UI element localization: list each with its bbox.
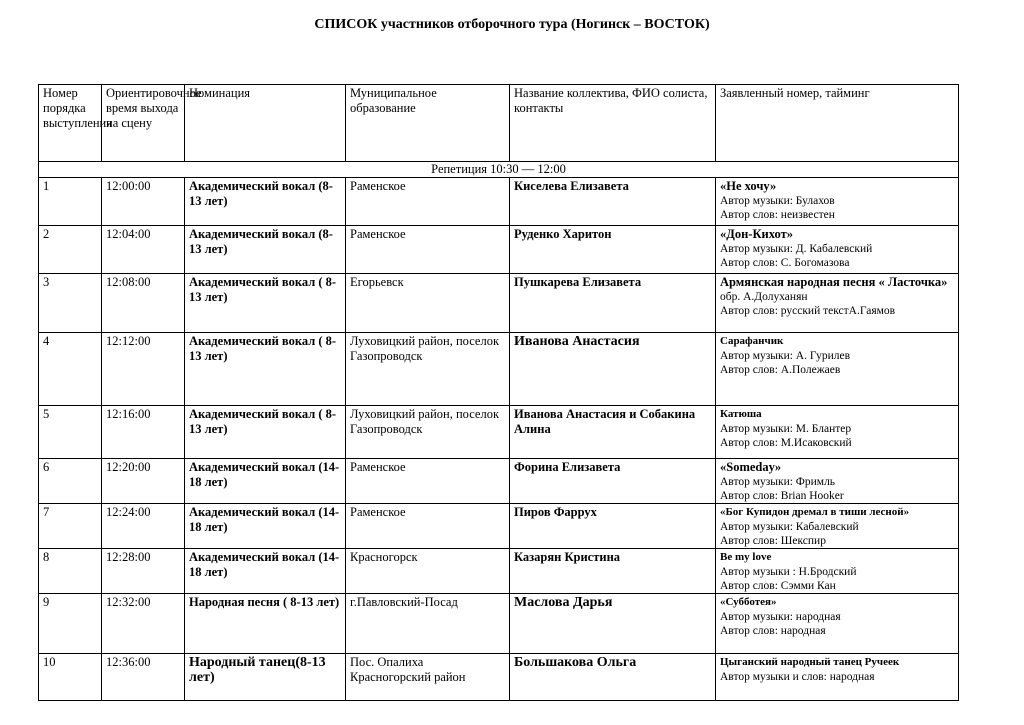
- cell-repertoire: [716, 178, 959, 226]
- song-title: «Дон-Кихот»: [720, 227, 793, 241]
- cell-time: 12:16:00: [102, 406, 185, 459]
- rehearsal-row: [39, 162, 959, 178]
- table-row: [39, 459, 959, 504]
- lyrics-credit: Автор слов: Brian Hooker: [720, 490, 844, 502]
- table-row: [39, 654, 959, 701]
- music-credit: Автор музыки: А. Гурилев: [720, 350, 850, 362]
- header-num: Номер порядка выступления: [39, 85, 102, 162]
- participants-table: [38, 84, 959, 701]
- music-credit: Автор музыки: М. Блантер: [720, 423, 852, 435]
- cell-municipality: Луховицкий район, поселок Газопроводск: [346, 406, 510, 459]
- header-nomination: Номинация: [185, 85, 346, 162]
- cell-repertoire: [716, 594, 959, 654]
- table-row: [39, 504, 959, 549]
- cell-name: Маслова Дарья: [510, 594, 716, 654]
- cell-num: 6: [39, 459, 102, 504]
- cell-time: 12:00:00: [102, 178, 185, 226]
- cell-municipality: Луховицкий район, поселок Газопроводск: [346, 333, 510, 406]
- song-title: «Субботея»: [720, 596, 777, 608]
- header-collective: Название коллектива, ФИО солиста, контакты: [510, 85, 716, 162]
- song-title: Армянская народная песня « Ласточка»: [720, 275, 948, 289]
- cell-time: 12:04:00: [102, 226, 185, 274]
- cell-time: 12:36:00: [102, 654, 185, 701]
- cell-municipality: Раменское: [346, 459, 510, 504]
- cell-nomination: Народная песня ( 8-13 лет): [185, 594, 346, 654]
- table-row: [39, 226, 959, 274]
- table-row: [39, 549, 959, 594]
- cell-time: 12:28:00: [102, 549, 185, 594]
- cell-repertoire: [716, 333, 959, 406]
- rehearsal-label: Репетиция 10:30 — 12:00: [39, 162, 959, 178]
- music-credit: Автор музыки: Фримль: [720, 476, 836, 488]
- cell-time: 12:08:00: [102, 274, 185, 333]
- table-header-row: [39, 85, 959, 162]
- cell-repertoire: [716, 504, 959, 549]
- cell-name: Пушкарева Елизавета: [510, 274, 716, 333]
- song-title: Be my love: [720, 551, 772, 563]
- song-title: Катюша: [720, 408, 762, 420]
- music-credit: Автор музыки: Кабалевский: [720, 521, 859, 533]
- cell-municipality: Раменское: [346, 226, 510, 274]
- song-title: Сарафанчик: [720, 335, 784, 347]
- cell-name: Киселева Елизавета: [510, 178, 716, 226]
- lyrics-credit: Автор слов: народная: [720, 625, 826, 637]
- cell-nomination: Академический вокал (14-18 лет): [185, 549, 346, 594]
- cell-num: 7: [39, 504, 102, 549]
- cell-repertoire: [716, 226, 959, 274]
- cell-municipality: Пос. Опалиха Красногорский район: [346, 654, 510, 701]
- lyrics-credit: Автор слов: Шекспир: [720, 535, 826, 547]
- cell-num: 10: [39, 654, 102, 701]
- header-repertoire: Заявленный номер, тайминг: [716, 85, 959, 162]
- cell-num: 2: [39, 226, 102, 274]
- cell-name: Форина Елизавета: [510, 459, 716, 504]
- header-municipality: Муниципальное образование: [346, 85, 510, 162]
- cell-municipality: Красногорск: [346, 549, 510, 594]
- cell-nomination: Академический вокал (14-18 лет): [185, 504, 346, 549]
- table-row: [39, 178, 959, 226]
- cell-num: 9: [39, 594, 102, 654]
- cell-nomination: Академический вокал (8-13 лет): [185, 226, 346, 274]
- music-credit: обр. А.Долуханян: [720, 291, 808, 303]
- cell-repertoire: [716, 459, 959, 504]
- cell-name: Большакова Ольга: [510, 654, 716, 701]
- lyrics-credit: Автор слов: Сэмми Кан: [720, 580, 836, 592]
- cell-municipality: Раменское: [346, 178, 510, 226]
- cell-name: Руденко Харитон: [510, 226, 716, 274]
- music-credit: Автор музыки : Н.Бродский: [720, 566, 857, 578]
- cell-municipality: Егорьевск: [346, 274, 510, 333]
- cell-name: Иванова Анастасия и Собакина Алина: [510, 406, 716, 459]
- cell-time: 12:32:00: [102, 594, 185, 654]
- cell-time: 12:12:00: [102, 333, 185, 406]
- song-title: Цыганский народный танец Ручеек: [720, 656, 900, 668]
- cell-nomination: Народный танец(8-13 лет): [185, 654, 346, 701]
- cell-nomination: Академический вокал ( 8-13 лет): [185, 333, 346, 406]
- cell-municipality: г.Павловский-Посад: [346, 594, 510, 654]
- table-row: [39, 333, 959, 406]
- cell-nomination: Академический вокал (8-13 лет): [185, 178, 346, 226]
- cell-num: 1: [39, 178, 102, 226]
- cell-num: 8: [39, 549, 102, 594]
- song-title: «Someday»: [720, 460, 782, 474]
- lyrics-credit: Автор слов: А.Полежаев: [720, 364, 841, 376]
- header-time: Ориентировочное время выхода на сцену: [102, 85, 185, 162]
- cell-time: 12:24:00: [102, 504, 185, 549]
- lyrics-credit: Автор слов: неизвестен: [720, 209, 835, 221]
- cell-repertoire: [716, 274, 959, 333]
- cell-time: 12:20:00: [102, 459, 185, 504]
- table-row: [39, 274, 959, 333]
- lyrics-credit: Автор слов: М.Исаковский: [720, 437, 852, 449]
- song-title: «Не хочу»: [720, 179, 777, 193]
- table-row: [39, 406, 959, 459]
- cell-name: Иванова Анастасия: [510, 333, 716, 406]
- music-credit: Автор музыки и слов: народная: [720, 671, 875, 683]
- cell-num: 5: [39, 406, 102, 459]
- cell-repertoire: [716, 549, 959, 594]
- cell-name: Пиров Фаррух: [510, 504, 716, 549]
- song-title: «Бог Купидон дремал в тиши лесной»: [720, 506, 910, 518]
- cell-num: 4: [39, 333, 102, 406]
- lyrics-credit: Автор слов: русский текстА.Гаямов: [720, 305, 896, 317]
- page-title: СПИСОК участников отборочного тура (Ногинск – ВОСТОК): [314, 17, 710, 32]
- cell-repertoire: [716, 406, 959, 459]
- music-credit: Автор музыки: Булахов: [720, 195, 835, 207]
- cell-repertoire: [716, 654, 959, 701]
- table-row: [39, 594, 959, 654]
- cell-name: Казарян Кристина: [510, 549, 716, 594]
- cell-num: 3: [39, 274, 102, 333]
- cell-nomination: Академический вокал ( 8-13 лет): [185, 406, 346, 459]
- cell-nomination: Академический вокал ( 8-13 лет): [185, 274, 346, 333]
- music-credit: Автор музыки: народная: [720, 611, 841, 623]
- cell-municipality: Раменское: [346, 504, 510, 549]
- cell-nomination: Академический вокал (14-18 лет): [185, 459, 346, 504]
- music-credit: Автор музыки: Д. Кабалевский: [720, 243, 873, 255]
- lyrics-credit: Автор слов: С. Богомазова: [720, 257, 850, 269]
